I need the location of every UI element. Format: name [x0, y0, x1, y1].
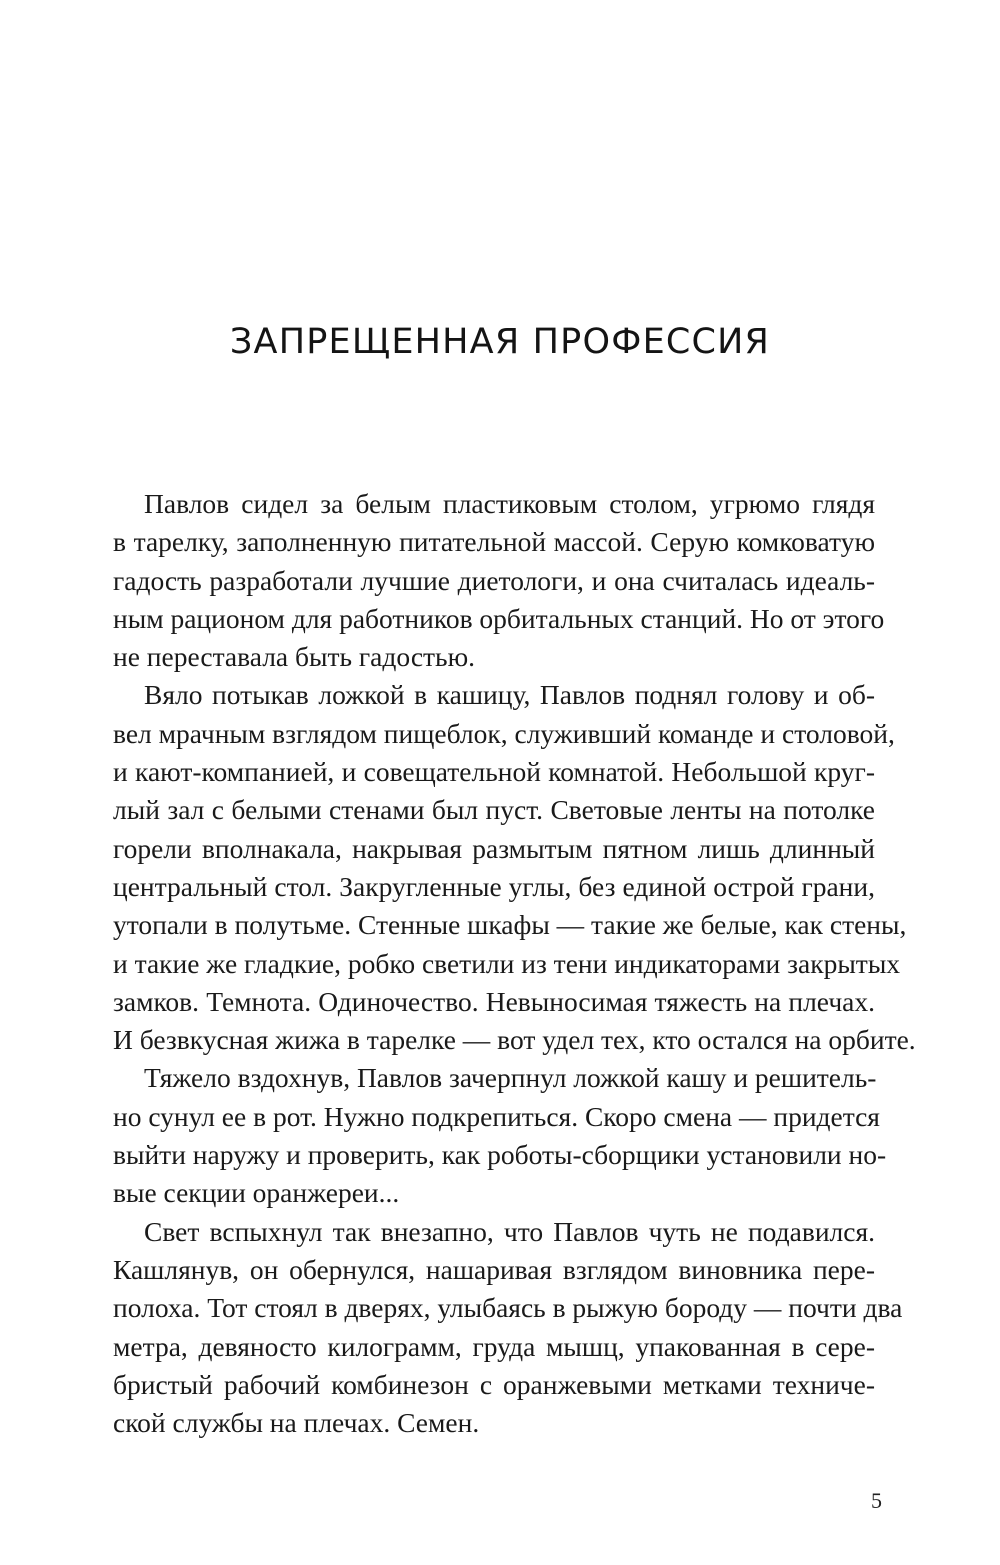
text-line: вел мрачным взглядом пищеблок, служивший команде и столовой, [113, 717, 895, 749]
text-line: центральный стол. Закругленные углы, без единой острой грани, [113, 870, 875, 902]
text-line: ской службы на плечах. Семен. [113, 1407, 480, 1439]
text-line: замков. Темнота. Одиночество. Невыносимая тяжесть на плечах. [113, 985, 875, 1017]
text-line: бристый рабочий комбинезон с оранжевыми метками техниче- [113, 1368, 875, 1400]
text-line: метра, девяносто килограмм, груда мышц, упакованная в сере- [113, 1330, 875, 1362]
text-line: но сунул ее в рот. Нужно подкрепиться. Скоро смена — придется [113, 1100, 880, 1132]
text-line: полоха. Тот стоял в дверях, улыбаясь в рыжую бороду — почти два [113, 1292, 903, 1324]
paragraph [113, 485, 885, 676]
text-line: выйти наружу и проверить, как роботы-сборщики установили но- [113, 1139, 887, 1171]
text-line: гадость разработали лучшие диетологи, и она считалась идеаль- [113, 564, 875, 596]
text-line: Свет вспыхнул так внезапно, что Павлов чуть не подавился. [144, 1215, 875, 1247]
paragraph [113, 676, 916, 1059]
text-line: Павлов сидел за белым пластиковым столом, угрюмо глядя [144, 488, 875, 519]
paragraph [113, 1059, 887, 1212]
text-line: утопали в полутьме. Стенные шкафы — такие же белые, как стены, [113, 909, 907, 941]
text-line: И безвкусная жижа в тарелке — вот удел тех, кто остался на орбите. [113, 1024, 916, 1056]
text-line: в тарелку, заполненную питательной массой. Серую комковатую [113, 526, 875, 558]
text-line: горели вполнакала, накрывая размытым пятном лишь длинный [113, 832, 875, 864]
paragraph [113, 1213, 903, 1443]
text-line: не переставала быть гадостью. [113, 641, 475, 673]
text-line: Вяло потыкав ложкой в кашицу, Павлов поднял голову и об- [144, 679, 875, 711]
page-number: 5 [871, 1488, 882, 1513]
chapter-title: ЗАПРЕЩЕННАЯ ПРОФЕССИЯ [229, 322, 771, 362]
text-line: лый зал с белыми стенами был пуст. Световые ленты на потолке [113, 794, 875, 826]
text-line: ным рационом для работников орбитальных станций. Но от этого [113, 602, 885, 634]
text-line: и такие же гладкие, робко светили из тени индикаторами закрытых [113, 947, 901, 979]
text-line: Тяжело вздохнув, Павлов зачерпнул ложкой кашу и решитель- [144, 1062, 877, 1094]
text-line: Кашлянув, он обернулся, нашаривая взглядом виновника пере- [113, 1253, 875, 1285]
body-text [113, 485, 916, 1442]
text-line: вые секции оранжереи... [113, 1177, 400, 1209]
text-line: и кают-компанией, и совещательной комнатой. Небольшой круг- [113, 756, 875, 788]
